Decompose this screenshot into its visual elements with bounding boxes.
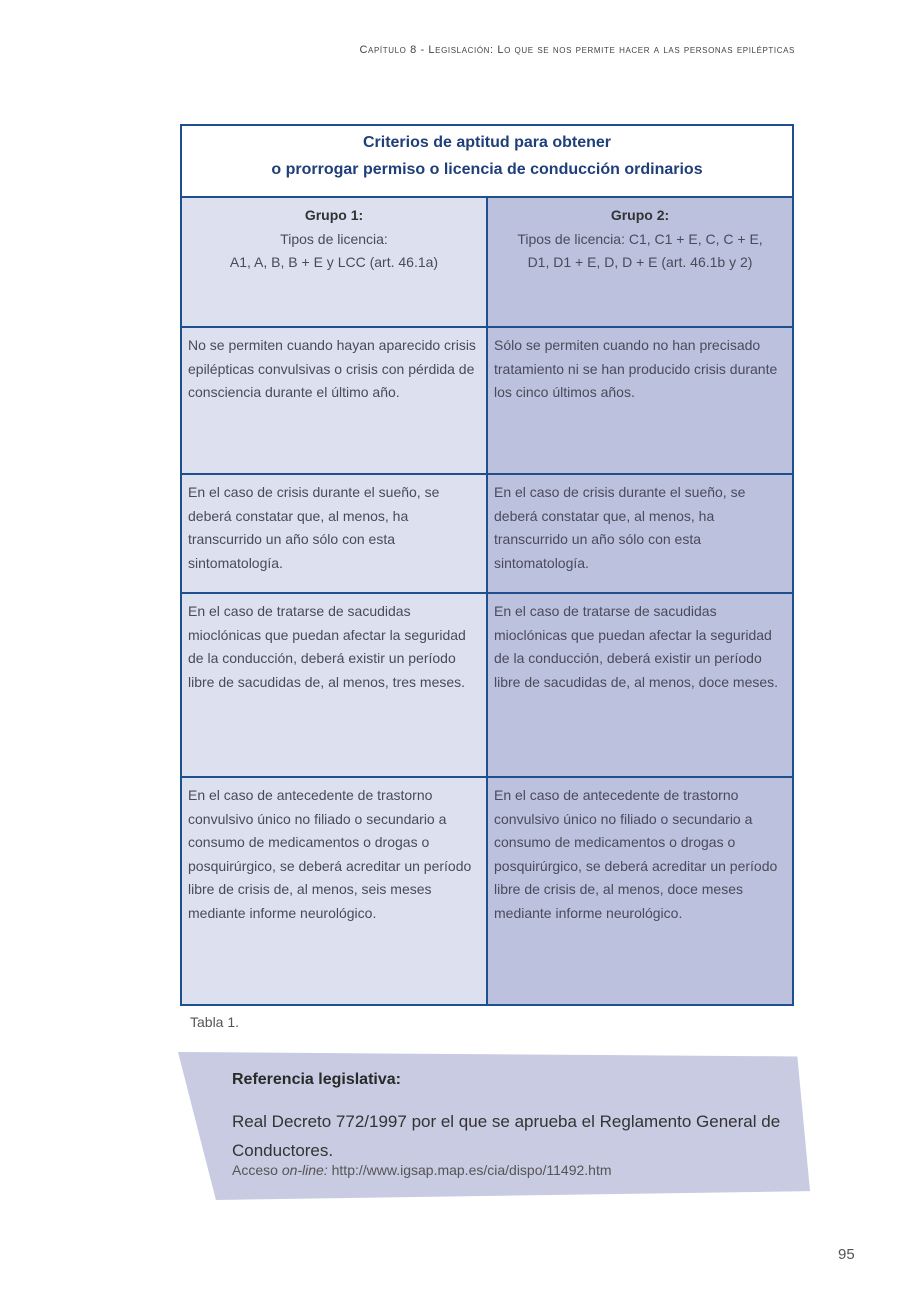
table-title-line-2: o prorrogar permiso o licencia de conducción ordinarios <box>271 161 703 178</box>
group-2-title: Grupo 2: <box>610 207 670 223</box>
table-row <box>182 327 792 474</box>
group-2-header <box>487 197 792 327</box>
table-cell-group-1: No se permiten cuando hayan aparecido crisis epilépticas convulsivas o crisis con pérdida de consciencia durante el último año. <box>182 327 487 474</box>
group-1-title: Grupo 1: <box>304 207 364 223</box>
table-row <box>182 593 792 777</box>
group-2-license-label: Tipos de licencia: C1, C1 + E, C, C + E, <box>517 230 763 247</box>
access-prefix: Acceso <box>232 1162 278 1178</box>
access-url-link[interactable]: http://www.igsap.map.es/cia/dispo/11492.htm <box>331 1162 612 1178</box>
table-cell-group-1: En el caso de tratarse de sacudidas mioclónicas que puedan afectar la seguridad de la conducción, deberá existir un período libre de sacudidas de, al menos, tres meses. <box>182 593 487 777</box>
table-cell-group-2: Sólo se permiten cuando no han precisado tratamiento ni se han producido crisis durante los cinco últimos años. <box>487 327 792 474</box>
group-1-header <box>182 197 487 327</box>
table-title-line-1: Criterios de aptitud para obtener <box>362 134 612 151</box>
criteria-table <box>180 124 794 1006</box>
table-cell-group-2: En el caso de antecedente de trastorno convulsivo único no filiado o secundario a consumo de medicamentos o drogas o posquirúrgico, se deberá acreditar un período libre de crisis de, al menos, doce meses mediante informe neurológico. <box>487 777 792 1004</box>
table-row <box>182 777 792 1004</box>
reference-text: Real Decreto 772/1997 por el que se aprueba el Reglamento General de Conductores. <box>232 1112 781 1160</box>
table-cell-group-2: En el caso de tratarse de sacudidas mioclónicas que puedan afectar la seguridad de la conducción, deberá existir un período libre de sacudidas de, al menos, doce meses. <box>487 593 792 777</box>
running-header: Capítulo 8 - Legislación: Lo que se nos permite hacer a las personas epilépticas <box>359 44 795 56</box>
table-row <box>182 474 792 593</box>
group-2-license-types: D1, D1 + E, D, D + E (art. 46.1b y 2) <box>527 254 753 270</box>
group-1-license-label: Tipos de licencia: <box>280 230 388 247</box>
table-title <box>182 126 792 197</box>
table-caption: Tabla 1. <box>190 1014 240 1030</box>
table-cell-group-1: En el caso de crisis durante el sueño, se deberá constatar que, al menos, ha transcurrido un año sólo con esta sintomatología. <box>182 474 487 593</box>
access-label: on-line: <box>281 1162 328 1178</box>
table-cell-group-2: En el caso de crisis durante el sueño, se deberá constatar que, al menos, ha transcurrido un año sólo con esta sintomatología. <box>487 474 792 593</box>
group-1-license-types: A1, A, B, B + E y LCC (art. 46.1a) <box>229 254 439 270</box>
table-cell-group-1: En el caso de antecedente de trastorno convulsivo único no filiado o secundario a consumo de medicamentos o drogas o posquirúrgico, se deberá acreditar un período libre de crisis de, al menos, seis meses mediante informe neurológico. <box>182 777 487 1004</box>
reference-access <box>232 1162 612 1178</box>
reference-title: Referencia legislativa: <box>232 1071 401 1088</box>
page-number: 95 <box>838 1246 855 1263</box>
